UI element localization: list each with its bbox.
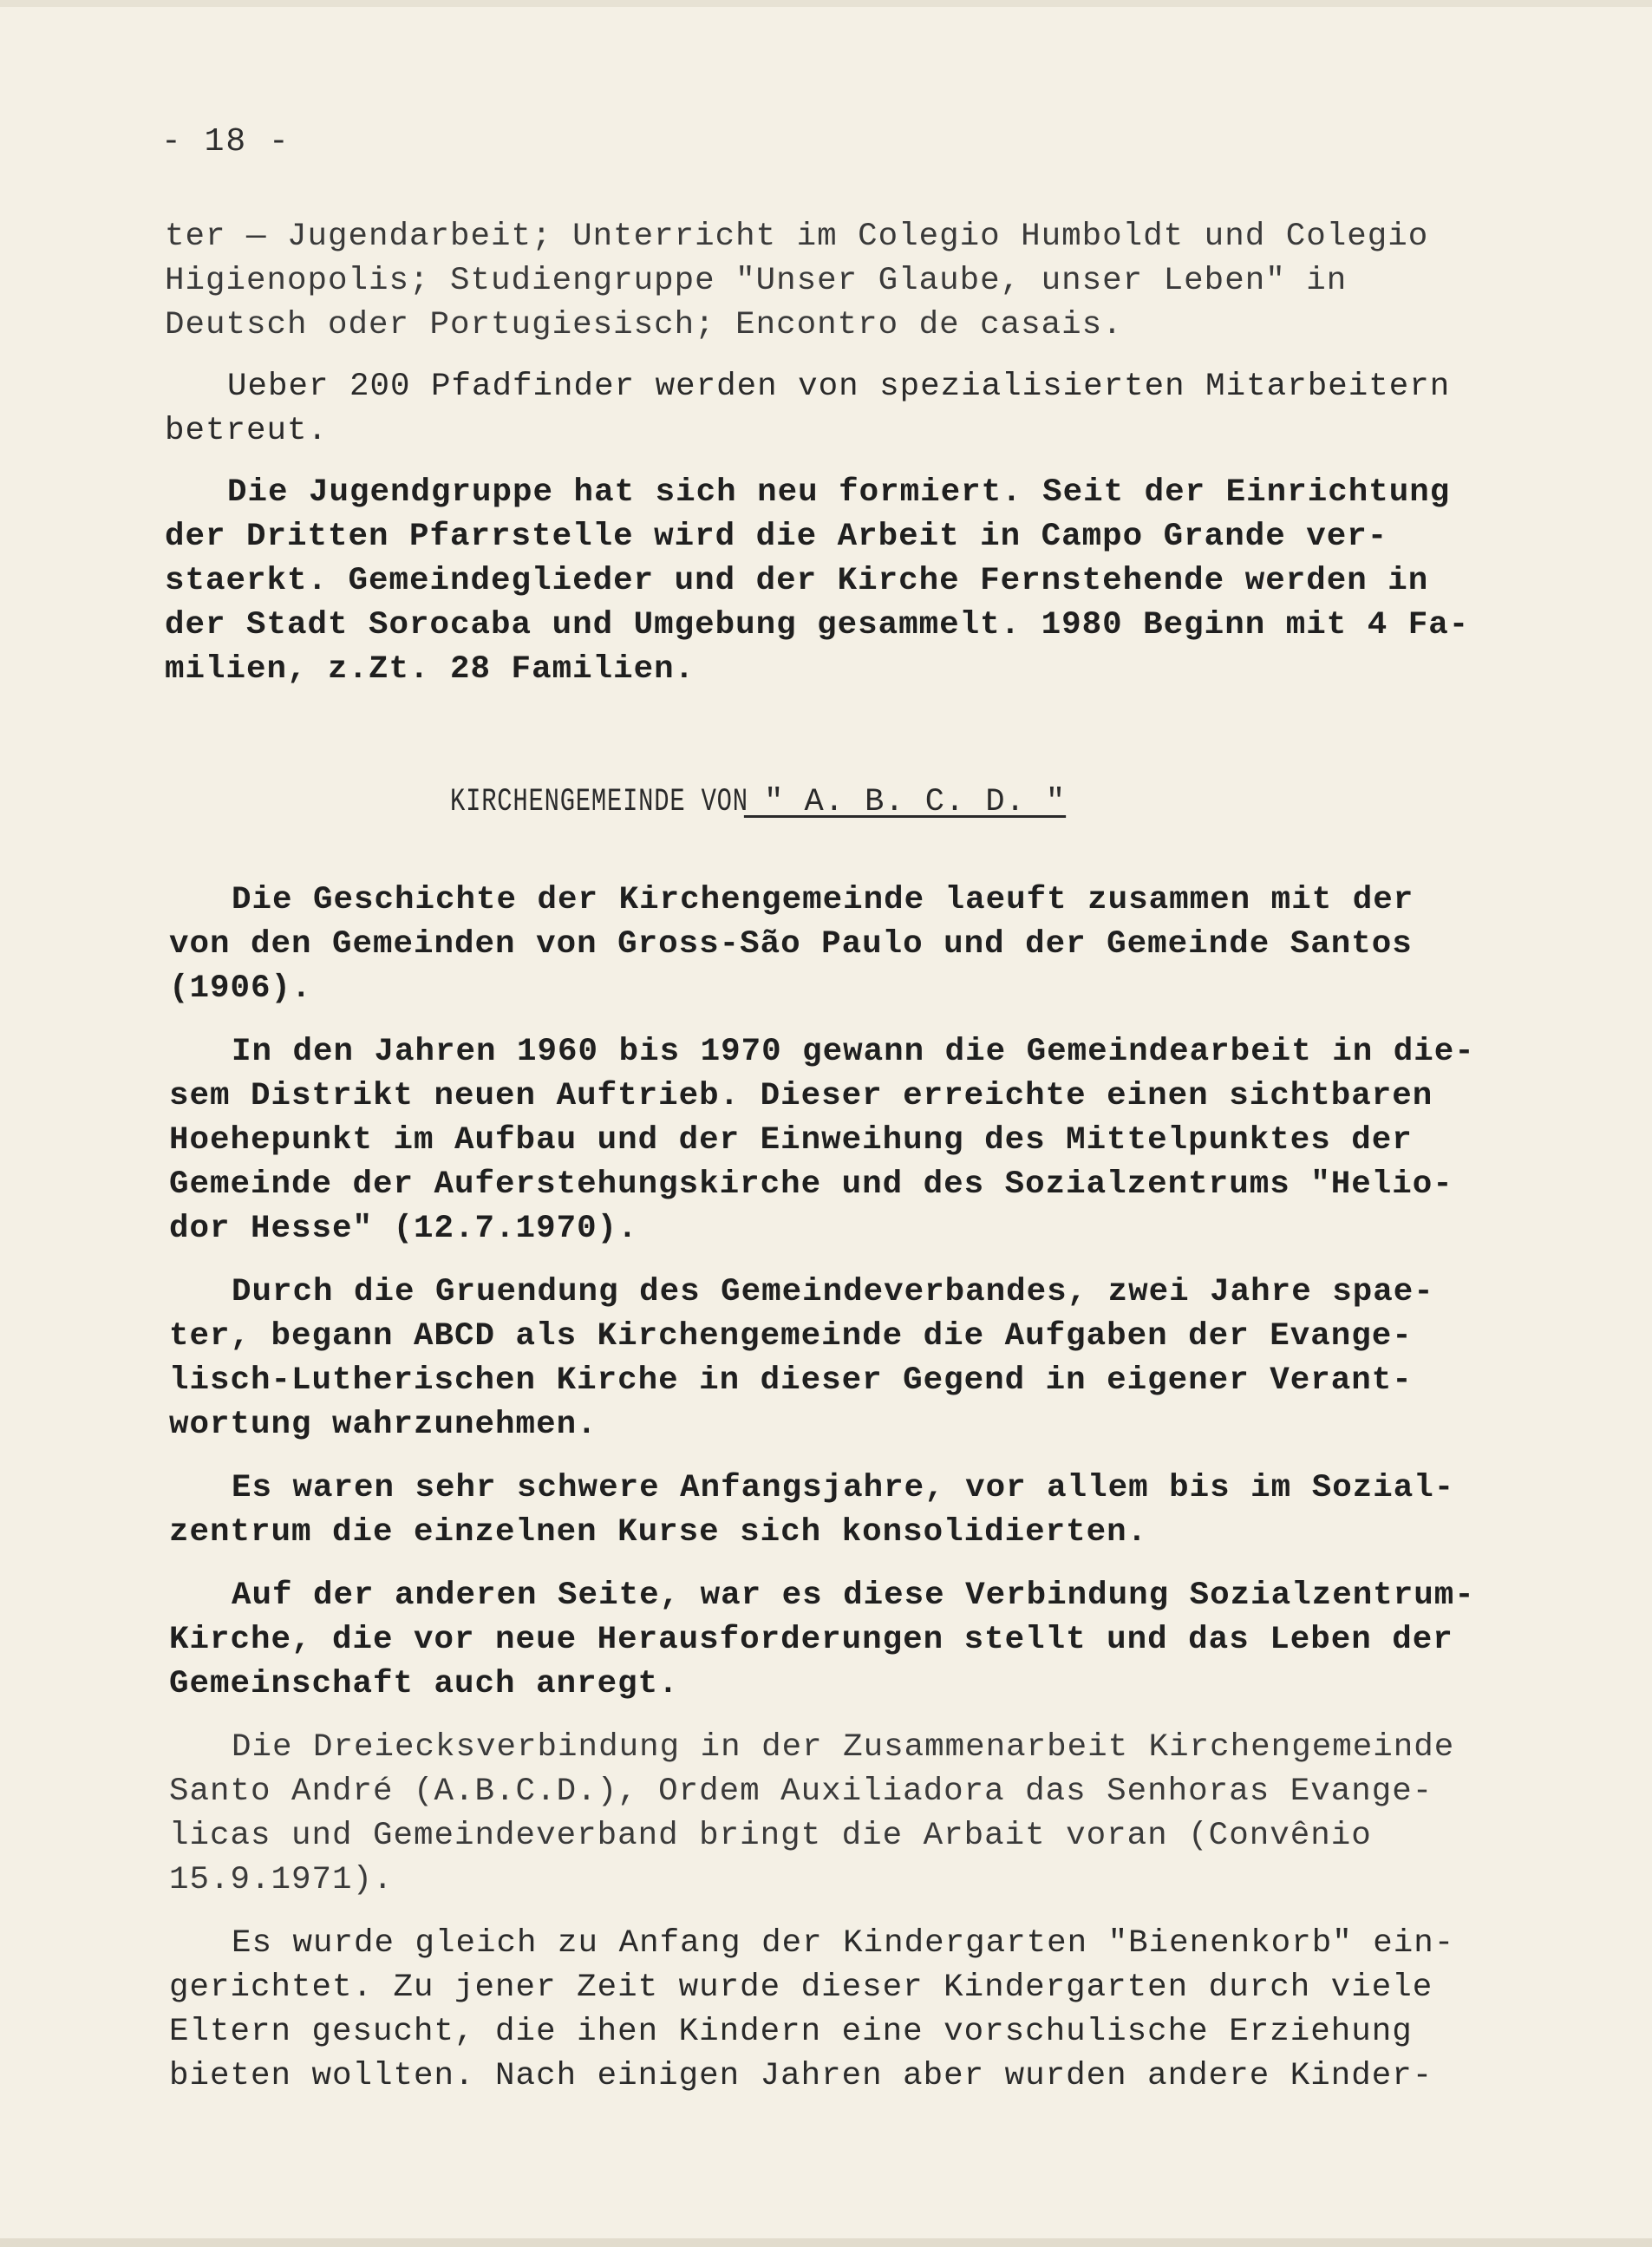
text-line: Durch die Gruendung des Gemeindeverbandes, zwei Jahre spae-	[232, 1274, 1434, 1310]
text-line: Eltern gesucht, die ihen Kindern eine vorschulische Erziehung	[169, 2014, 1413, 2050]
text-line: Santo André (A.B.C.D.), Ordem Auxiliadora das Senhoras Evange-	[169, 1773, 1433, 1810]
section-paragraph-2	[169, 1030, 1591, 1251]
section-paragraph-6	[169, 1726, 1591, 1903]
intro-paragraph-3	[165, 471, 1578, 692]
text-line: wortung wahrzunehmen.	[169, 1407, 597, 1443]
section-heading-abbreviation: " A. B. C. D. "	[743, 784, 1067, 820]
text-line: sem Distrikt neuen Auftrieb. Dieser erreichte einen sichtbaren	[169, 1078, 1433, 1114]
page-bottom-edge	[0, 2238, 1652, 2247]
page-number: - 18 -	[161, 123, 291, 160]
text-line: In den Jahren 1960 bis 1970 gewann die Gemeindearbeit in die-	[232, 1034, 1475, 1070]
text-line: der Stadt Sorocaba und Umgebung gesammelt. 1980 Beginn mit 4 Fa-	[165, 607, 1470, 643]
text-line: Kirche, die vor neue Herausforderungen stellt und das Leben der	[169, 1622, 1453, 1658]
text-line: von den Gemeinden von Gross-São Paulo und der Gemeinde Santos	[169, 926, 1413, 963]
text-line: Es wurde gleich zu Anfang der Kindergarten "Bienenkorb" ein-	[232, 1925, 1455, 1962]
text-line: milien, z.Zt. 28 Familien.	[165, 651, 695, 688]
text-line: bieten wollten. Nach einigen Jahren aber wurden andere Kinder-	[169, 2058, 1433, 2094]
text-line: ter, begann ABCD als Kirchengemeinde die Aufgaben der Evange-	[169, 1318, 1413, 1355]
text-line: staerkt. Gemeindeglieder und der Kirche Fernstehende werden in	[165, 563, 1429, 599]
section-heading	[450, 784, 1066, 820]
text-line: Deutsch oder Portugiesisch; Encontro de casais.	[165, 307, 1123, 343]
section-paragraph-7	[169, 1922, 1591, 2099]
text-line: (1906).	[169, 970, 312, 1007]
text-line: Hoehepunkt im Aufbau und der Einweihung des Mittelpunktes der	[169, 1122, 1413, 1159]
text-line: ter — Jugendarbeit; Unterricht im Colegio Humboldt und Colegio	[165, 219, 1429, 255]
text-line: zentrum die einzelnen Kurse sich konsolidierten.	[169, 1514, 1148, 1551]
text-line: Gemeinde der Auferstehungskirche und des Sozialzentrums "Helio-	[169, 1166, 1453, 1203]
text-line: Auf der anderen Seite, war es diese Verbindung Sozialzentrum-	[232, 1577, 1475, 1614]
text-line: Ueber 200 Pfadfinder werden von spezialisierten Mitarbeitern	[227, 369, 1451, 405]
text-line: Es waren sehr schwere Anfangsjahre, vor allem bis im Sozial-	[232, 1470, 1455, 1506]
section-paragraph-4	[169, 1466, 1591, 1555]
intro-text	[165, 215, 1578, 709]
text-line: Die Jugendgruppe hat sich neu formiert. Seit der Einrichtung	[227, 474, 1451, 511]
text-line: dor Hesse" (12.7.1970).	[169, 1211, 638, 1247]
text-line: licas und Gemeindeverband bringt die Arbait voran (Convênio	[169, 1818, 1372, 1854]
intro-paragraph-1	[165, 215, 1578, 348]
text-line: Gemeinschaft auch anregt.	[169, 1666, 679, 1702]
section-paragraph-1	[169, 879, 1591, 1011]
text-line: der Dritten Pfarrstelle wird die Arbeit in Campo Grande ver-	[165, 519, 1388, 555]
text-line: Higienopolis; Studiengruppe "Unser Glaube, unser Leben" in	[165, 263, 1348, 299]
text-line: 15.9.1971).	[169, 1862, 394, 1898]
text-line: lisch-Lutherischen Kirche in dieser Gegend in eigener Verant-	[169, 1362, 1413, 1399]
text-line: gerichtet. Zu jener Zeit wurde dieser Kindergarten durch viele	[169, 1969, 1433, 2006]
intro-paragraph-2	[165, 365, 1578, 454]
text-line: Die Dreiecksverbindung in der Zusammenarbeit Kirchengemeinde	[232, 1729, 1455, 1766]
section-text	[169, 879, 1591, 2118]
text-line: betreut.	[165, 413, 329, 449]
page-top-edge	[0, 0, 1652, 7]
section-paragraph-3	[169, 1270, 1591, 1447]
section-paragraph-5	[169, 1574, 1591, 1707]
section-heading-title: KIRCHENGEMEINDE VON	[450, 784, 748, 820]
text-line: Die Geschichte der Kirchengemeinde laeuft zusammen mit der	[232, 882, 1414, 918]
